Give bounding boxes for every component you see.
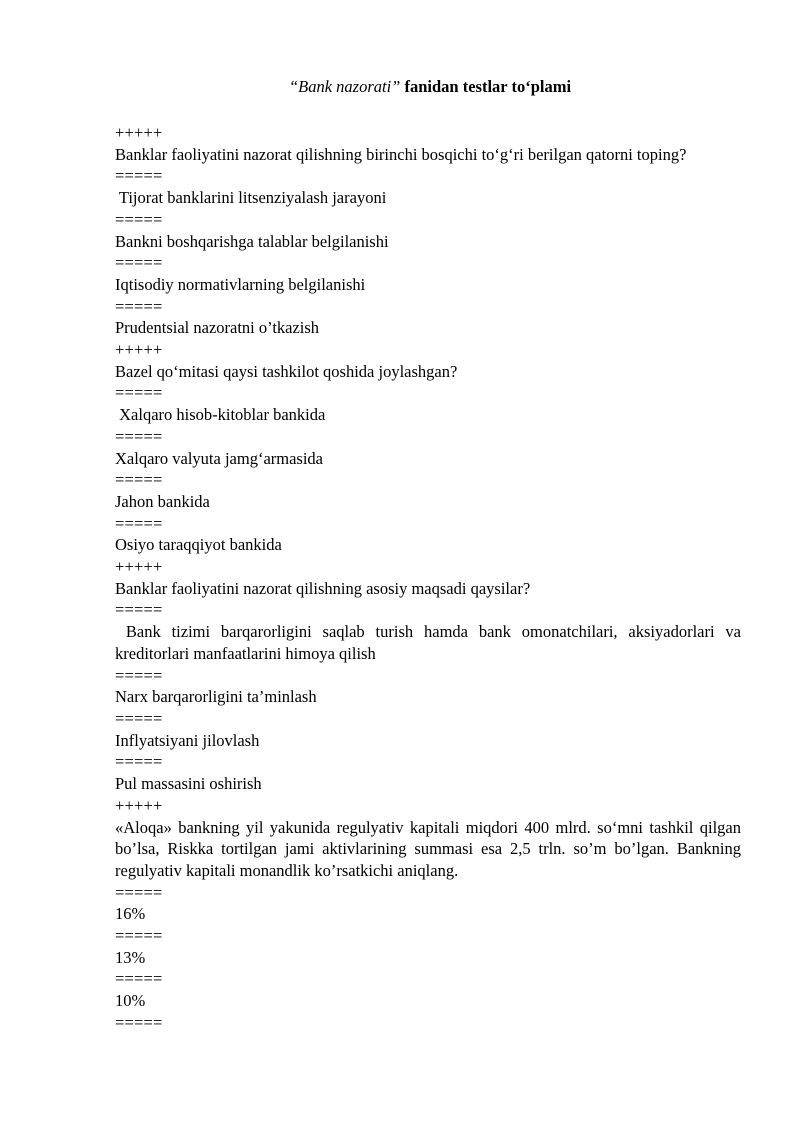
test-content	[115, 122, 746, 1034]
answer-option: Tijorat banklarini litsenziyalash jarayoni	[115, 188, 387, 208]
answer-option: Xalqaro hisob-kitoblar bankida	[115, 405, 326, 425]
answer-option: Osiyo taraqqiyot bankida	[115, 535, 282, 555]
answer-option: Bank tizimi barqarorligini saqlab turish hamda bank omonatchilari, aksiyadorlari va kreditorlari manfaatlarini himoya qilish	[115, 622, 746, 663]
answer-separator: =====	[115, 600, 163, 620]
answer-option: Xalqaro valyuta jamg‘armasida	[115, 448, 323, 468]
answer-option: 16%	[115, 904, 146, 924]
answer-option: Prudentsial nazoratni o’tkazish	[115, 318, 320, 338]
answer-separator: =====	[115, 926, 163, 946]
question-marker: +++++	[115, 123, 163, 142]
answer-separator: =====	[115, 1012, 163, 1032]
answer-separator: =====	[115, 752, 163, 772]
answer-separator: =====	[115, 513, 163, 533]
question-block	[115, 556, 746, 795]
answer-separator: =====	[115, 470, 163, 490]
answer-option: Jahon bankida	[115, 491, 210, 511]
answer-separator: =====	[115, 665, 163, 685]
answer-option: Iqtisodiy normativlarning belgilanishi	[115, 274, 366, 294]
question-text: Banklar faoliyatini nazorat qilishning birinchi bosqichi to‘g‘ri berilgan qatorni toping?	[115, 144, 687, 164]
question-text: Bazel qo‘mitasi qaysi tashkilot qoshida joylashgan?	[115, 361, 458, 381]
answer-separator: =====	[115, 166, 163, 186]
question-marker: +++++	[115, 795, 163, 815]
title-text: fanidan testlar to‘plami	[404, 77, 572, 96]
document-title	[0, 76, 800, 98]
answer-separator: =====	[115, 253, 163, 273]
answer-separator: =====	[115, 296, 163, 316]
answer-option: Narx barqarorligini ta’minlash	[115, 687, 317, 707]
question-block	[115, 122, 741, 339]
answer-option: Bankni boshqarishga talablar belgilanishi	[115, 231, 389, 251]
answer-option: Inflyatsiyani jilovlash	[115, 730, 260, 750]
answer-option: Pul massasini oshirish	[115, 774, 262, 794]
answer-separator: =====	[115, 882, 163, 902]
answer-separator: =====	[115, 708, 163, 728]
question-text: «Aloqa» bankning yil yakunida regulyativ kapitali miqdori 400 mlrd. so‘mni tashkil qilgan bo’lsa, Riskka tortilgan jami aktivlarining summasi esa 2,5 trln. so’m bo’lgan. Bankning regulyativ kapitali monandlik ko’rsatkichi aniqlang.	[115, 817, 741, 880]
question-marker: +++++	[115, 557, 163, 577]
title-subject: “Bank nazorati”	[288, 77, 401, 96]
answer-option: 10%	[115, 991, 146, 1011]
question-block	[115, 339, 741, 556]
answer-separator: =====	[115, 969, 163, 989]
question-block	[115, 795, 741, 1034]
answer-separator: =====	[115, 426, 163, 446]
answer-separator: =====	[115, 209, 163, 229]
question-text: Banklar faoliyatini nazorat qilishning asosiy maqsadi qaysilar?	[115, 578, 531, 598]
answer-option: 13%	[115, 947, 146, 967]
question-marker: +++++	[115, 340, 163, 360]
answer-separator: =====	[115, 383, 163, 403]
